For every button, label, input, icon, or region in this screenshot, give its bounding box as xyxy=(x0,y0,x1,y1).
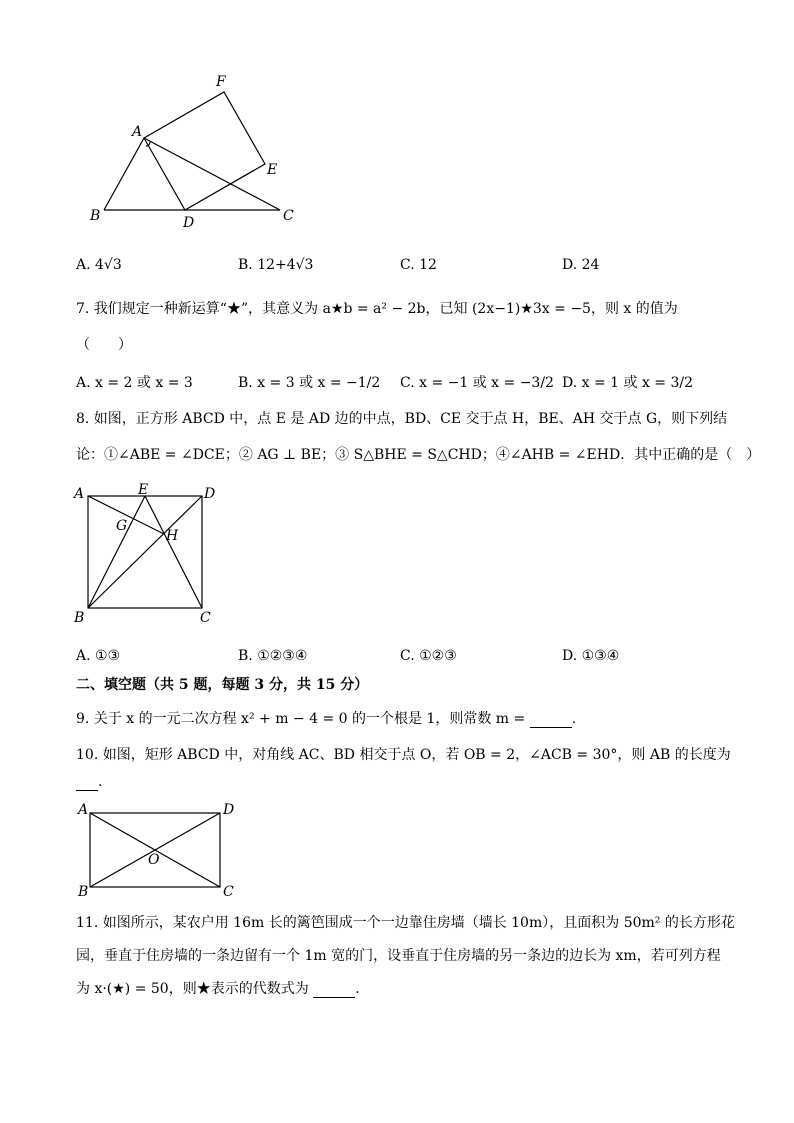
q10-stem-line1: 10. 如图，矩形 ABCD 中，对角线 AC、BD 相交于点 O，若 OB = 2，∠ACB = 30°，则 AB 的长度为 xyxy=(76,747,731,763)
q7-option-c: C. x = −1 或 x = −3/2 xyxy=(400,375,554,391)
label-a: A xyxy=(74,486,85,502)
label-d: D xyxy=(223,802,235,818)
q8-stem-line2: 论：①∠ABE = ∠DCE；② AG ⊥ BE；③ S△BHE = S△CHD；④∠AHB = ∠EHD．其中正确的是（ ） xyxy=(76,447,761,463)
segment-be xyxy=(88,496,145,608)
q10-answer-line xyxy=(76,774,102,791)
label-b: B xyxy=(74,610,85,626)
q8-option-c: C. ①②③ xyxy=(400,648,457,664)
q8-stem-line1: 8. 如图，正方形 ABCD 中，点 E 是 AD 边的中点，BD、CE 交于点 H，BE、AH 交于点 G，则下列结 xyxy=(76,411,728,427)
label-b: B xyxy=(90,208,101,224)
q6-option-d: D. 24 xyxy=(562,257,600,273)
figure-square-abcd xyxy=(70,482,230,630)
label-e: E xyxy=(138,482,149,498)
label-a: A xyxy=(78,802,89,818)
q11-stem-line3 xyxy=(76,978,360,998)
q7-stem-line1: 7. 我们规定一种新运算“★”，其意义为 a★b = a² − 2b，已知 (2x−1)★3x = −5，则 x 的值为 xyxy=(76,301,678,317)
q7-option-a: A. x = 2 或 x = 3 xyxy=(76,375,193,391)
label-g: G xyxy=(116,518,128,534)
q8-option-d: D. ①③④ xyxy=(562,648,620,664)
q9-end: . xyxy=(571,711,577,727)
label-h: H xyxy=(166,528,179,544)
label-d: D xyxy=(204,486,216,502)
q11-stem-line2: 园，垂直于住房墙的一条边留有一个 1m 宽的门，设垂直于住房墙的另一条边的边长为 xm，若可列方程 xyxy=(76,948,721,964)
section-heading: 二、填空题（共 5 题，每题 3 分，共 15 分） xyxy=(76,677,369,693)
q10-answer-blank[interactable] xyxy=(76,774,98,791)
q9-stem xyxy=(76,708,576,728)
label-f: F xyxy=(216,74,226,90)
q7-option-d: D. x = 1 或 x = 3/2 xyxy=(562,375,694,391)
label-c: C xyxy=(200,610,211,626)
q8-option-a: A. ①③ xyxy=(76,648,121,664)
label-d: D xyxy=(183,215,195,230)
q9-text: 9. 关于 x 的一元二次方程 x² + m − 4 = 0 的一个根是 1，则常数 m = xyxy=(76,711,526,727)
q7-option-b: B. x = 3 或 x = −1/2 xyxy=(238,375,381,391)
label-b: B xyxy=(78,884,89,900)
figure-rectangle-abcd xyxy=(72,800,242,900)
q7-stem-line2: （ ） xyxy=(76,337,132,353)
diagonal-bd xyxy=(88,496,202,608)
segment-ab xyxy=(104,138,144,210)
label-e: E xyxy=(267,162,278,178)
q10-end: . xyxy=(98,774,103,790)
q11-stem-line1: 11. 如图所示，某农户用 16m 长的篱笆围成一个一边靠住房墙（墙长 10m），且面积为 50m² 的长方形花 xyxy=(76,915,735,931)
q6-option-c: C. 12 xyxy=(400,257,437,273)
q11-text: 为 x·(★) = 50，则★表示的代数式为 xyxy=(76,981,309,997)
q11-end: . xyxy=(355,981,360,997)
label-c: C xyxy=(283,208,294,224)
label-a: A xyxy=(132,124,143,140)
q9-answer-blank[interactable] xyxy=(530,711,572,728)
segment-ce xyxy=(145,496,202,608)
q6-option-a: A. 4√3 xyxy=(76,257,122,273)
label-o: O xyxy=(148,852,160,868)
q8-option-b: B. ①②③④ xyxy=(238,648,308,664)
q6-option-b: B. 12+4√3 xyxy=(238,257,314,273)
figure-triangle-square xyxy=(80,70,320,230)
q11-answer-blank[interactable] xyxy=(313,981,355,998)
label-c: C xyxy=(223,884,234,900)
